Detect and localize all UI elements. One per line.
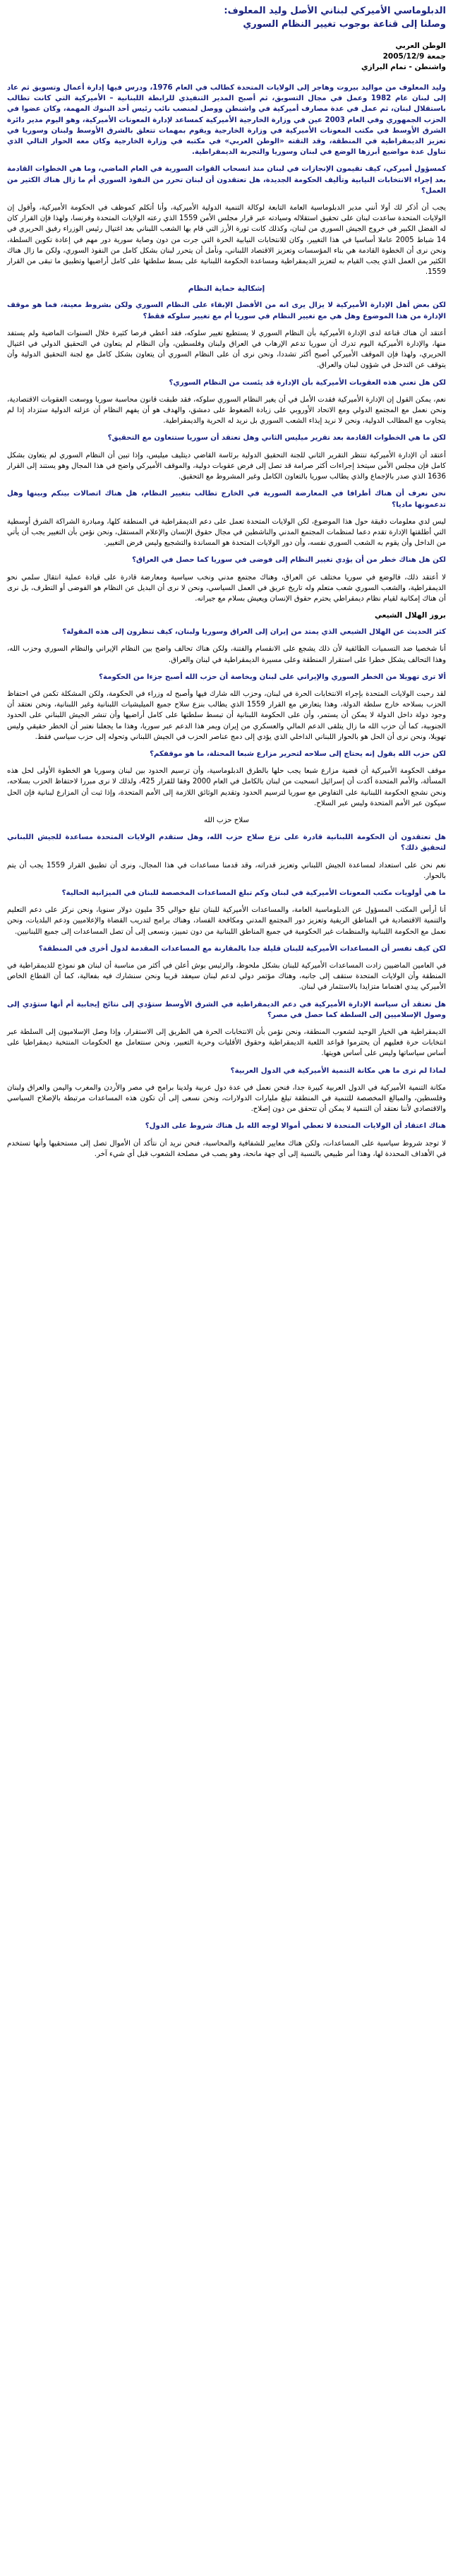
- question-11: ما هي أولويات مكتب المعونات الأميركية في لبنان وكم تبلغ المساعدات المخصصة للبنان في الميزانية الحالية؟: [61, 889, 446, 897]
- question-14: لماذا لم ترى ما هي مكانة التنمية الأميركية في الدول العربية؟: [230, 1066, 446, 1075]
- question-8: ألا ترى تهويلا من الخطر السوري والإيراني على لبنان وبخاصة أن حزب الله أصبح جزءا من الحكومة؟: [99, 673, 446, 681]
- article-title-line-1: الدبلوماسي الأميركي لبناني الأصل وليد المعلوف:: [224, 6, 446, 16]
- question-13: هل تعتقد أن سياسة الإدارة الأميركية في دعم الديمقراطية في الشرق الأوسط ستؤدي إلى نتائج إيجابية أم أنها ستؤدي إلى وصول الإسلاميين إلى السلطة كما حصل في مصر؟: [7, 1000, 446, 1019]
- question-2: لكن بعض أهل الإدارة الأميركية لا يزال يرى انه من الأفضل الإبقاء على النظام السوري ولكن بشروط معينة، فما هو موقف الإدارة من هذا الموضوع وهل هي مع تغيير النظام في سوريا أم مع تغيير سلوكه فقط؟: [7, 301, 446, 320]
- answer-7: أنا شخصيا ضد التسميات الطائفية لأن ذلك يشجع على الانقسام والفتنة، ولكن هناك تحالف واضح بين النظام الإيراني والنظام السوري وحزب الله، وهذا التحالف يشكل خطرا على استقرار المنطقة وعلى مسيرة الديمقراطية في لبنان والعراق.: [7, 645, 446, 664]
- answer-15: لا توجد شروط سياسية على المساعدات، ولكن هناك معايير للشفافية والمحاسبة، فنحن نريد أن نتأكد أن الأموال تصل إلى مستحقيها وأنها تستخدم في الأهداف المحددة لها، وهذا أمر طبيعي بالنسبة إلى أي جهة مانحة، وهو يصب في مصلحة الشعوب قبل أي شيء آخر.: [7, 1139, 446, 1158]
- spacer: [7, 31, 446, 41]
- question-12: لكن كيف تفسر أن المساعدات الأميركية للبنان قليلة جدا بالمقارنة مع المساعدات المقدمة لدول أخرى في المنطقة؟: [38, 944, 446, 953]
- answer-6: لا أعتقد ذلك، فالوضع في سوريا مختلف عن العراق، وهناك مجتمع مدني ونخب سياسية ومعارضة قادرة على قيادة عملية انتقال سلمي نحو الديمقراطية، والشعب السوري شعب متعلم وله تاريخ عريق في العمل السياسي، ونحن لا نرى أن البديل عن النظام هو الفوضى أو التطرف، بل نرى أن هناك إمكانية لقيام نظام ديمقراطي يحترم حقوق الإنسان ويعيش بسلام مع جيرانه.: [7, 573, 446, 603]
- question-7: كثر الحديث عن الهلال الشيعي الذي يمتد من إيران إلى العراق وسوريا ولبنان، كيف تنظرون إلى هذه المقولة؟: [62, 628, 446, 637]
- answer-2: أعتقد أن هناك قناعة لدى الإدارة الأميركية بأن النظام السوري لا يستطيع تغيير سلوكه، فقد أعطي فرصا كثيرة خلال السنوات الماضية ولم يستفد منها، والإدارة الأميركية اليوم تدرك أن سوريا تدعم الإرهاب في العراق ولبنان وفلسطين، وأن النظام لم يتعاون في التحقيق الدولي في اغتيال الحريري، ولهذا فإن الموقف الأميركي أصبح أكثر تشددا، ونحن نرى أن على النظام السوري أن يتعاون بشكل كامل مع لجنة التحقيق الدولية وأن يتوقف عن التدخل في شؤون لبنان والعراق.: [7, 329, 446, 370]
- source-name: الوطن العربي: [395, 42, 446, 50]
- answer-5: ليس لدي معلومات دقيقة حول هذا الموضوع، لكن الولايات المتحدة تعمل على دعم الديمقراطية في المنطقة كلها، ومبادرة الشراكة الشرق أوسطية التي أطلقتها الإدارة تقدم دعما لمنظمات المجتمع المدني والناشطين في مجال حقوق الإنسان والإعلام المستقل، ونحن نؤمن بأن التغيير يجب أن يأتي من الداخل وأن يقوم به الشعب السوري نفسه، وأن دور الولايات المتحدة هو المساندة والتشجيع وليس فرض التغيير.: [7, 517, 446, 548]
- article-title-line-2: وصلنا إلى قناعة بوجوب تغيير النظام السوري: [243, 19, 446, 30]
- answer-10: نعم نحن على استعداد لمساعدة الجيش اللبناني وتعزيز قدراته، وقد قدمنا مساعدات في هذا المجال، ونرى أن تطبيق القرار 1559 يجب أن يتم بالحوار.: [7, 861, 446, 880]
- answer-3: نعم، يمكن القول إن الإدارة الأميركية فقدت الأمل في أن يغير النظام السوري سلوكه، فقد طبقت قانون محاسبة سوريا ووسعت العقوبات الاقتصادية، ونحن نعمل مع المجتمع الدولي ومع الاتحاد الأوروبي على زيادة الضغوط على دمشق، والهدف هو أن يفهم النظام أن عزلته الدولية ستزداد إذا لم يتجاوب مع المطالب الدولية، ونحن لا نريد إيذاء الشعب السوري بل نريد له الحرية والديمقراطية.: [7, 395, 446, 426]
- question-10: هل تعتقدون أن الحكومة اللبنانية قادرة على نزع سلاح حزب الله، وهل ستقدم الولايات المتحدة مساعدة للجيش اللبناني لتحقيق ذلك؟: [7, 833, 446, 853]
- question-5: نحن نعرف أن هناك أطرافا في المعارضة السورية في الخارج تطالب بتغيير النظام، هل هناك اتصالات بينكم وبينها وهل تدعمونها ماديا؟: [7, 490, 446, 509]
- dateline: واشنطن - تمام البرازي: [361, 63, 446, 71]
- question-1: كمسؤول أميركي، كيف تقيمون الإنجازات في لبنان منذ انسحاب القوات السورية في العام الماضي، وما هي الخطوات القادمة بعد إجراء الانتخابات النيابية وتأليف الحكومة الجديدة، هل تعتقدون أن لبنان تحرر من النفوذ السوري أم ما زال هناك الكثير من العمل؟: [7, 165, 446, 195]
- answer-14: مكانة التنمية الأميركية في الدول العربية كبيرة جدا، فنحن نعمل في عدة دول عربية ولدينا برامج في مصر والأردن والمغرب واليمن والعراق ولبنان وفلسطين، والمبالغ المخصصة للتنمية في المنطقة تبلغ مليارات الدولارات، ونحن نسعى إلى أن تكون هذه المساعدات مرتبطة بالإصلاح السياسي والاقتصادي لأننا نعتقد أن التنمية لا يمكن أن تتحقق من دون إصلاح.: [7, 1083, 446, 1114]
- answer-12: في العامين الماضيين زادت المساعدات الأميركية للبنان بشكل ملحوظ، والرئيس بوش أعلن في أكثر من مناسبة أن لبنان هو نموذج للديمقراطية في المنطقة وأن الولايات المتحدة ستقف إلى جانبه، وهناك مؤتمر دولي لدعم لبنان سيعقد قريبا ونحن سنشارك فيه بفعالية، كما أن القطاع الخاص الأميركي يبدي اهتماما متزايدا بالاستثمار في لبنان.: [7, 962, 446, 992]
- question-4: لكن ما هي الخطوات القادمة بعد تقرير ميليس الثاني وهل تعتقد أن سوريا ستتعاون مع التحقيق؟: [107, 434, 446, 443]
- question-9: لكن حزب الله يقول إنه يحتاج إلى سلاحه لتحرير مزارع شبعا المحتلة، ما هو موقفكم؟: [150, 750, 446, 758]
- answer-9: موقف الحكومة الأميركية أن قضية مزارع شبعا يجب حلها بالطرق الدبلوماسية، وأن ترسيم الحدود بين لبنان وسوريا هو الخطوة الأولى لحل هذه المسألة، والأمم المتحدة أكدت أن إسرائيل انسحبت من لبنان بالكامل في العام 2000 وفقا للقرار 425، ولذلك لا نرى مبررا لاحتفاظ الحزب بسلاحه، ونحن نشجع الحكومة اللبنانية على التفاوض مع سوريا لترسيم الحدود وتقديم الوثائق اللازمة إلى الأمم المتحدة، وإذا ثبت أن المزارع لبنانية فإن الحل سيكون عبر الأمم المتحدة وليس عبر السلاح.: [7, 767, 447, 807]
- subheading-1: إشكالية حماية النظام: [188, 284, 265, 294]
- answer-8: لقد رحبت الولايات المتحدة بإجراء الانتخابات الحرة في لبنان، وحزب الله شارك فيها وأصبح له وزراء في الحكومة، ولكن المشكلة تكمن في احتفاظ الحزب بسلاحه خارج سلطة الدولة، وهذا يتعارض مع القرار 1559 الذي يطالب بنزع سلاح جميع الميليشيات اللبنانية وغير اللبنانية، ونحن نعتقد أن وجود دولة داخل الدولة لا يمكن أن يستمر، وأن على الحكومة اللبنانية أن تبسط سلطتها على كامل أراضيها وأن تنشر الجيش اللبناني على الحدود الجنوبية، كما أن حزب الله ما زال يتلقى الدعم المالي والعسكري من إيران ويمر هذا الدعم عبر سوريا، وهذا ما يجعلنا نعتبر أن الخطر حقيقي وليس تهويلا، ونحن نرى أن الحل هو بالحوار اللبناني الداخلي الذي يؤدي إلى دمج عناصر الحزب في الجيش اللبناني وتحوله إلى حزب سياسي فقط.: [7, 690, 446, 741]
- question-3: لكن هل تعني هذه العقوبات الأميركية بأن الإدارة قد يئست من النظام السوري؟: [169, 378, 446, 387]
- answer-11: أنا أرأس المكتب المسؤول عن الدبلوماسية العامة، والمساعدات الأميركية للبنان تبلغ حوالي 35 مليون دولار سنويا، ونحن نركز على دعم التعليم والتنمية الاقتصادية في المناطق الريفية وتعزيز دور المجتمع المدني ومكافحة الفساد، وهناك برامج لتدريب القضاة والإعلاميين ودعم البلديات، ونحن نعمل مع الحكومة اللبنانية والمنظمات غير الحكومية في جميع المناطق اللبنانية من دون تمييز، ونسعى إلى أن تصل المساعدات إلى جميع اللبنانيين.: [7, 906, 446, 936]
- answer-4: أعتقد أن الإدارة الأميركية تنتظر التقرير الثاني للجنة التحقيق الدولية برئاسة القاضي ديتليف ميليس، وإذا تبين أن النظام السوري لم يتعاون بشكل كامل فإن مجلس الأمن سيتخذ إجراءات أكثر صرامة قد تصل إلى فرض عقوبات دولية، والموقف الأميركي واضح في هذا المجال وهو يستند إلى القرار 1636 الذي صدر بالإجماع والذي يطالب سوريا بالتعاون الكامل وغير المشروط مع التحقيق.: [7, 451, 446, 481]
- intro-paragraph: وليد المعلوف من مواليد بيروت وهاجر إلى الولايات المتحدة كطالب في العام 1976، ودرس فيها إدارة أعمال وتسويق ثم عاد إلى لبنان عام 1982 وعمل في مجال التسويق، ثم أصبح المدير التنفيذي للرابطة اللبنانية – الأميركية التي كانت تطالب باستقلال لبنان، ثم عمل في عدة مصارف أميركية في واشنطن ووصل لمنصب نائب رئيس أحد البنوك المهمة، وكان عضوا في الحزب الجمهوري وفي العام 2003 عين في وزارة الخارجية الأميركية كمساعد لإدارة المعونات الأميركية، وهو اليوم مدير دائرة الشرق الأوسط في مكتب المعونات الأميركية في وزارة الخارجية ويقوم بمهمات تتعلق بالشرق الأوسط ولبنان وسوريا في تعزيز الديمقراطية في المنطقة، وقد التقته «الوطن العربي» في مكتبه في وزارة الخارجية وكان معه الحوار التالي الذي تناول عدة مواضيع أبرزها الوضع في لبنان وسوريا والتجربة الديمقراطية.: [7, 84, 446, 157]
- answer-1: يجب أن أذكر لك أولا أنني مدير الدبلوماسية العامة التابعة لوكالة التنمية الدولية الأميركية، وأنا أتكلم كموظف في الحكومة الأميركية، وأقول إن الولايات المتحدة ساعدت لبنان على تحقيق استقلاله وسيادته عبر قرار مجلس الأمن 1559 الذي رعته الولايات المتحدة وفرنسا، ولهذا فإن القرار كان له الفضل الكبير في خروج الجيش السوري من لبنان، وكذلك كانت ثورة الأرز التي قام بها الشعب اللبناني بعد اغتيال رئيس الوزراء رفيق الحريري في 14 شباط 2005 عاملا أساسيا في هذا التغيير، وكان للانتخابات النيابية الحرة التي جرت من دون وصاية سورية دور مهم في إعادة تكوين السلطة، ونحن نرى أن الخطوة القادمة هي بناء المؤسسات وتعزيز الاقتصاد اللبناني، ونأمل أن يتحرر لبنان بشكل كامل من النفوذ السوري، ولكن ما زال هناك الكثير من العمل الذي يجب القيام به لتعزيز الديمقراطية ومساعدة الحكومة اللبنانية على بسط سلطتها على كامل أراضيها وتطبيق ما تبقى من القرار 1559.: [7, 204, 446, 277]
- question-6: لكن هل هناك خطر من أن يؤدي تغيير النظام إلى فوضى في سوريا كما حصل في العراق؟: [132, 556, 446, 565]
- issue-date: جمعة 2005/12/9: [382, 52, 446, 61]
- subheading-2: بروز الهلال الشيعي: [375, 611, 446, 620]
- spacer: [7, 73, 446, 83]
- answer-13: الديمقراطية هي الخيار الوحيد لشعوب المنطقة، ونحن نؤمن بأن الانتخابات الحرة هي الطريق إلى الاستقرار، وإذا وصل الإسلاميون إلى السلطة عبر انتخابات حرة فعليهم أن يحترموا قواعد اللعبة الديمقراطية وحقوق الأقليات وحرية التعبير، ونحن سنتعامل مع الحكومات المنتخبة ديمقراطيا على أساس سياساتها وليس على أساس هويتها.: [7, 1028, 446, 1058]
- subheading-3: سلاح حزب الله: [204, 816, 249, 824]
- question-15: هناك اعتقاد أن الولايات المتحدة لا تعطي أموالا لوجه الله بل هناك شروط على الدول؟: [145, 1122, 446, 1131]
